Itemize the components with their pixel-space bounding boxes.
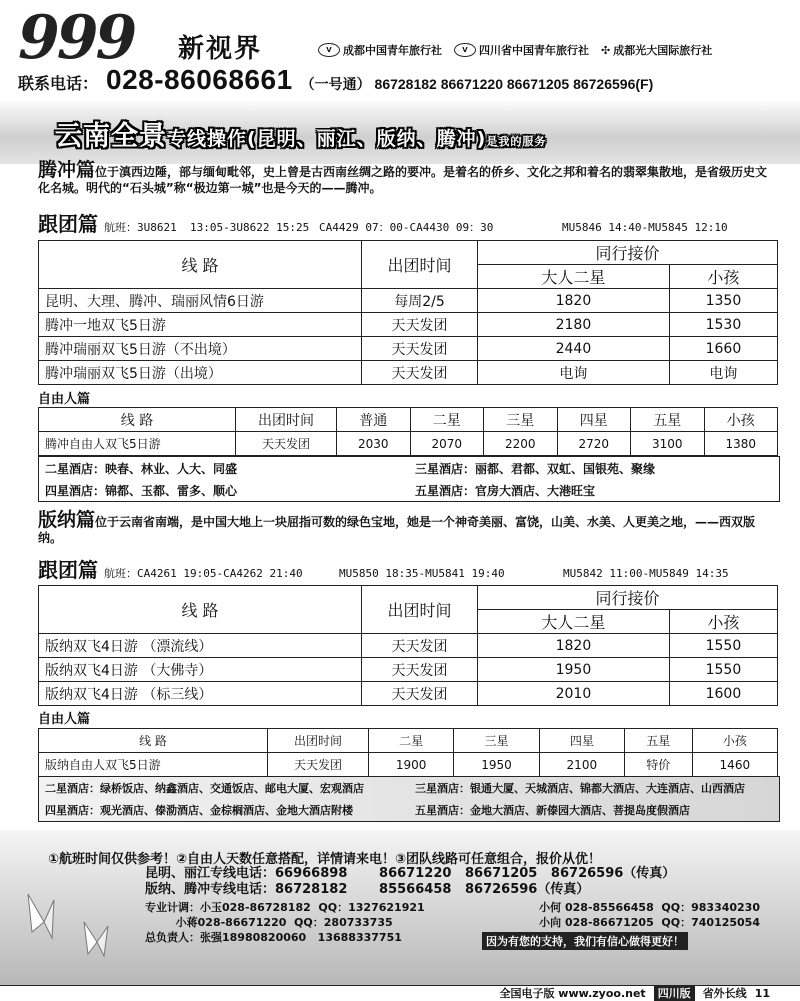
bottom-edition: 四川版 — [654, 985, 695, 1001]
agency-3: ✣ 成都光大国际旅行社 — [601, 43, 713, 57]
banna-free-title: 自由人篇 — [38, 712, 91, 727]
bottom-section: 省外长线 — [702, 987, 747, 1000]
tel-main: 028-86068661 — [106, 64, 293, 95]
banna-hotels: 二星酒店：绿桥饭店、纳鑫酒店、交通饭店、邮电大厦、宏观酒店 三星酒店：银通大厦、天城酒店、锦都大酒店、大连酒店、山西酒店 四星酒店：观光酒店、傣泐酒店、金棕榈酒店、金地大酒店附楼 五星酒店：金地大酒店、新傣园大酒店、菩提岛度假酒店 — [38, 776, 780, 822]
table-row: 版纳自由人双飞5日游 天天发团 1900 1950 2100 特价 1460 — [39, 753, 778, 777]
logo-text: 新视界 — [178, 34, 263, 64]
bottom-bar — [0, 985, 800, 1000]
agency-list — [318, 42, 712, 58]
table-row: 昆明、大理、腾冲、瑞丽风情6日游 每周2/5 1820 1350 — [39, 289, 778, 313]
col-child: 小孩 — [669, 265, 777, 289]
table-row: 腾冲瑞丽双飞5日游（不出境） 天天发团 2440 1660 — [39, 337, 778, 361]
table-row: 版纳双飞4日游 （大佛寺） 天天发团 1950 1550 — [39, 658, 778, 682]
table-row: 腾冲自由人双飞5日游 天天发团 2030 2070 2200 2720 3100 1380 — [39, 432, 778, 456]
page-number: 11 — [754, 986, 770, 1000]
headline: 云南全景专线操作(昆明、丽江、版纳、腾冲)是我的服务 — [55, 121, 547, 152]
table-row: 腾冲瑞丽双飞5日游（出境） 天天发团 电询 电询 — [39, 361, 778, 385]
contact-phone-row — [18, 64, 653, 96]
tengchong-free-table: 线 路 出团时间 普通 二星 三星 四星 五星 小孩 腾冲自由人双飞5日游 天天发团 2030 2070 2200 2720 3100 1380 — [38, 407, 778, 456]
footer-contacts: 昆明、丽江专线电话：66966898 86671220 86671205 86726596（传真） 版纳、腾冲专线电话：86728182 85566458 86726596（传真） — [145, 866, 676, 897]
logo-number: 999 — [18, 3, 135, 73]
agency-1: V 成都中国青年旅行社 — [318, 42, 442, 58]
tengchong-hotels: 二星酒店：映春、林业、人大、同盛 三星酒店：丽都、君都、双虹、国银苑、聚缘 四星酒店：锦都、玉都、雷多、顺心 五星酒店：官房大酒店、大港旺宝 — [38, 456, 780, 502]
col-route: 线 路 — [39, 241, 362, 289]
table-row: 版纳双飞4日游 （标三线） 天天发团 2010 1600 — [39, 682, 778, 706]
tel-others: （一号通） 86728182 86671220 86671205 86726596(F) — [300, 76, 654, 92]
col-peer-price: 同行接价 — [478, 241, 778, 265]
agency-logo-icon: V — [454, 43, 476, 57]
footer-notes: ①航班时间仅供参考！②自由人天数任意搭配，详情请来电！③团队线路可任意组合，报价从优！ — [48, 852, 602, 867]
bottom-site: 全国电子版 www.zyoo.net — [499, 987, 646, 1000]
agency-2: V 四川省中国青年旅行社 — [454, 42, 589, 58]
tel-label: 联系电话： — [18, 74, 99, 93]
banna-intro: 版纳篇位于云南省南端，是中国大地上一块屈指可数的绿色宝地，她是一个神奇美丽、富饶，山美、水美、人更美之地，——西双版纳。 — [38, 509, 756, 545]
butterfly-icon — [80, 920, 114, 960]
agency-logo-icon: V — [318, 43, 340, 57]
agency-logo-icon: ✣ — [601, 43, 611, 57]
col-adult: 大人二星 — [478, 265, 670, 289]
banna-team-table: 线 路 出团时间 同行接价 大人二星 小孩 版纳双飞4日游 （漂流线） 天天发团 1820 1550 版纳双飞4日游 （大佛寺） 天天发团 1950 1550 版纳双飞4日游 （标三线） 天天发团 2010 1600 — [38, 585, 778, 706]
footer-staff: 专业计调：小玉028-86728182 QQ：1327621921 小何 028-85566458 QQ：983340230 小蒋028-86671220 QQ：280733735 小向 028-86671205 QQ：740125054 总负责人：张强18980820060 13688337751 — [145, 901, 760, 944]
banna-flights: 跟团篇 航班：CA4261 19:05-CA4262 21:40 MU5850 18:35-MU5841 19:40 MU5842 11:00-MU5849 14:35 — [38, 558, 729, 582]
footer-slogan: 因为有您的支持，我们有信心做得更好！ — [482, 932, 688, 950]
table-row: 腾冲一地双飞5日游 天天发团 2180 1530 — [39, 313, 778, 337]
butterfly-icon — [24, 892, 64, 947]
banna-free-table: 线 路 出团时间 二星 三星 四星 五星 小孩 版纳自由人双飞5日游 天天发团 1900 1950 2100 特价 1460 — [38, 728, 778, 777]
tengchong-free-title: 自由人篇 — [38, 392, 91, 407]
tengchong-flights: 跟团篇 航班：3U8621 13:05-3U8622 15:25 CA4429 07：00-CA4430 09：30 MU5846 14:40-MU5845 12:10 — [38, 212, 728, 236]
tengchong-team-table — [38, 240, 778, 385]
col-time: 出团时间 — [362, 241, 478, 289]
table-row: 版纳双飞4日游 （漂流线） 天天发团 1820 1550 — [39, 634, 778, 658]
tengchong-intro: 腾冲篇位于滇西边陲，部与缅甸毗邻，史上曾是古西南丝绸之路的要冲。是着名的侨乡、文化之邦和着名的翡翠集散地，是省级历史文化名城。明代的“石头城”称“极边第一城”也是今天的——腾冲。 — [38, 159, 768, 195]
